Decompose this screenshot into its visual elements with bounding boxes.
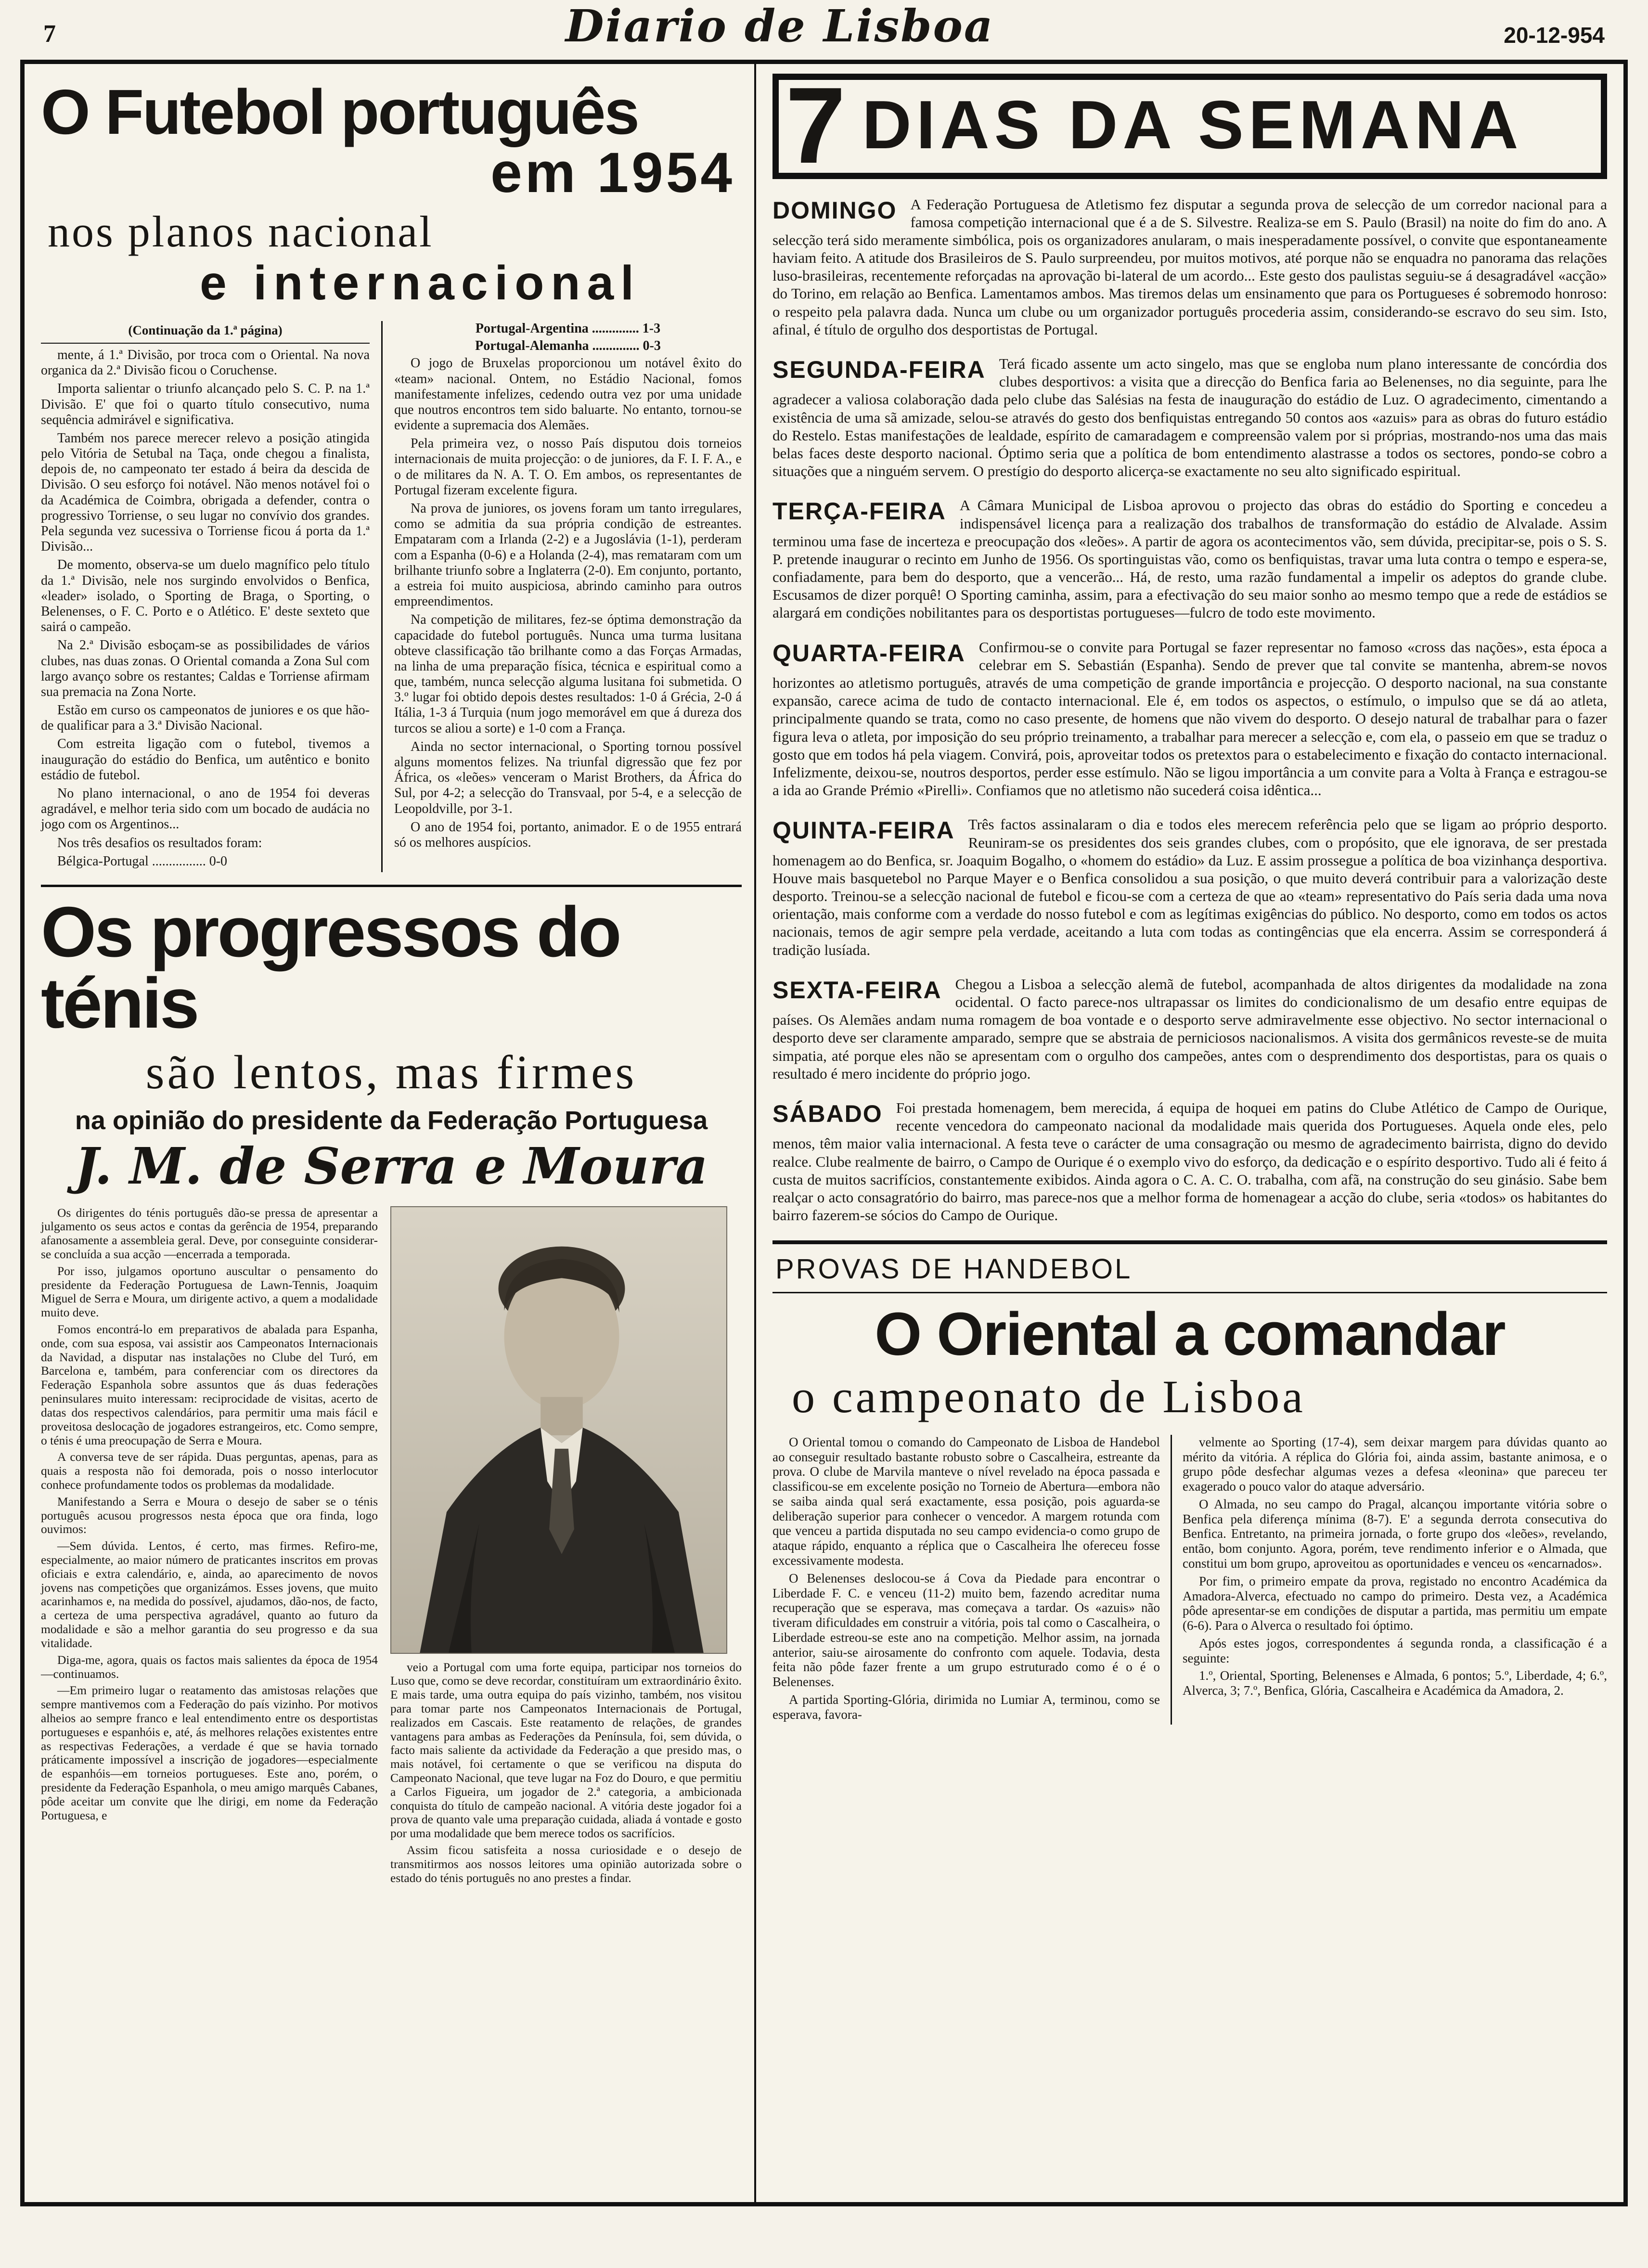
paragraph: Fomos encontrá-lo em preparativos de abalada para Espanha, onde, com sua esposa, vai assistir aos Campeonatos Internacionais da Navidad, a disputar nas instalações no Clube del Turó, em Barcelona e, também, para conferenciar com os directores da Federação Espanhola sobre assuntos que ás duas federações peninsulares muito interessam: reciprocidade de visitas, acerto de datas dos respectivos calendários, para permitir uma mais fácil e proveitosa deslocação de jogadores estrangeiros, etc. Como sempre, o ténis é uma preocupação de Serra e Moura. — [41, 1322, 378, 1447]
handball-headline: O Oriental a comandar — [875, 1300, 1505, 1368]
tennis-headline-3: na opinião do presidente da Federação Portuguesa — [75, 1106, 708, 1135]
football-headline-3: nos planos nacional — [48, 207, 434, 257]
paragraph: Importa salientar o triunfo alcançado pelo S. C. P. na 1.ª Divisão. E' que foi o quarto título consecutivo, numa sequência admirável e significativa. — [41, 381, 370, 427]
paragraph: Diga-me, agora, quais os factos mais salientes da época de 1954—continuamos. — [41, 1652, 378, 1681]
football-col2-body — [394, 356, 742, 850]
masthead: Diario de Lisboa — [565, 0, 994, 52]
content-frame — [20, 60, 1628, 2206]
paragraph: Os dirigentes do ténis português dão-se pressa de apresentar a julgamento os seus actos e contas da gerência de 1954, preparando afanosamente a assembleia geral. Deve, por conseguinte considerar-se concluída a sua acção —encerrada a temporada. — [41, 1205, 378, 1261]
day-item-friday — [772, 975, 1607, 1082]
paragraph: —Em primeiro lugar o reatamento das amistosas relações que sempre mantivemos com a Federação do país vizinho. Por motivos alheios ao sempre franco e leal entendimento entre os desportistas portugueses e espanhóis e, até, ás melhores relações existentes entre as respectivas Federações, a verdade é que se havia tornado práticamente impossível a inscrição de jogadores—especialmente de espanhóis—em torneios portugueses. Este ano, porém, o presidente da Federação Espanhola, o meu amigo marquês Cabanes, pôde aceitar um convite que lhe dirigi, em nome da Federação Portuguesa, e — [41, 1683, 378, 1822]
day-label: QUARTA-FEIRA — [772, 639, 966, 667]
seven-days-title: DIAS DA SEMANA — [862, 87, 1523, 164]
paragraph: Nos três desafios os resultados foram: — [57, 835, 262, 850]
day-item-thursday — [772, 815, 1607, 959]
day-label: SEGUNDA-FEIRA — [772, 356, 986, 383]
paragraph: O Oriental tomou o comando do Campeonato de Lisboa de Handebol ao conseguir resultado bastante robusto sobre o Cascalheira, estreante da prova. O clube de Marvila manteve o nível revelado na época passada e classificou-se em excelente posição no Torneio de Abertura—embora não se saiba ainda qual será exactamente, essa posição, pois aguarda-se deliberação superior para conhecer o vencedor. A margem rotunda com que venceu a partida disputada no seu campo evidencia-o como grupo de ataque rápido, enquanto a réplica que o Cascalheira lhe ofereceu fosse excessivamente modesta. — [772, 1434, 1160, 1568]
paragraph: Após estes jogos, correspondentes á segunda ronda, a classificação é a seguinte: — [1183, 1636, 1607, 1665]
paragraph: Com estreita ligação com o futebol, tivemos a inauguração do estádio do Benfica, um autêntico e bonito estádio de futebol. — [41, 736, 370, 783]
seven-days-header — [772, 64, 1607, 186]
paragraph: De momento, observa-se um duelo magnífico pelo título da 1.ª Divisão, nele nos surgindo envolvidos o Benfica, «leader» isolado, o Sporting de Braga, o Sporting, o Belenenses, o F. C. Porto e o Atlético. E' deste sexteto que sairá o campeão. — [41, 557, 370, 635]
day-text: Terá ficado assente um acto singelo, mas que se engloba num plano interessante de concórdia dos clubes desportivos: a visita que a direcção do Benfica faria ao Belenenses, no dia seguinte, para lhe agradecer a valiosa colaboração dada pelo clube das Salésias na festa de inauguração do estádio de Luz. O agradecimento, cimentando a existência de uma sã amizade, selou-se através do gesto dos benfiquistas entregando 50 contos aos «azuis» para as obras do futuro estádio do Restelo. Estas manifestações de lealdade, espírito de camaradagem e compreensão valem por si próprias, mostrando-nos uma das mais belas faces deste desporto nacional. Óptimo seria que a política de bom entendimento alastrasse a todos os sectores, pondo-se cobro a situações que a ninguém servem. O prestígio do desporto alicerça-se exactamente no seu alto significado espiritual. — [772, 355, 1607, 480]
paragraph: Pela primeira vez, o nosso País disputou dois torneios internacionais de muita projecção: o de juniores, da F. I. F. A., e o de militares da N. A. T. O. Em ambos, os representantes de Portugal fizeram excelente figura. — [394, 436, 742, 498]
paragraph: Assim ficou satisfeita a nossa curiosidade e o desejo de transmitirmos aos nossos leitores uma opinião autorizada sobre o estado do ténis português no ano prestes a findar. — [390, 1843, 742, 1885]
paragraph: Na prova de juniores, os jovens foram um tanto irregulares, como se admitia da sua própria condição de estreantes. Empataram com a Irlanda (2-2) e a Jugoslávia (1-1), perderam com a Espanha (0-6) e a Holanda (2-4), mas remataram com um brilhante triunfo sobre a Inglaterra (2-0). Em conjunto, portanto, a estreia foi muito auspiciosa, abrindo caminho para outros empreendimentos. — [394, 501, 742, 609]
day-text: Confirmou-se o convite para Portugal se fazer representar no famoso «cross das nações», esta época a celebrar em S. Sebastián (Espanha). Sendo de prever que tal convite se mantenha, abrem-se novos horizontes ao atletismo português, através de uma competição de grande importância e projecção. O desporto nacional, na sua constante expansão, carece acima de tudo de contacto internacional. Ele é, em todos os aspectos, o estímulo, o impulso que se dá ao atleta, principalmente quando se trata, como no caso presente, de homens que não vivem do desporto. O desejo natural de trabalhar para o fazer figura leva o atleta, por imposição do seu próprio treinamento, a trabalhar para merecer a selecção e, com ela, o passeio em que se traduz o gosto que em todos há pela viagem. Convirá, pois, aproveitar todos os pretextos para o estabelecimento e fixação do contacto internacional. Infelizmente, deixou-se, noutros desportos, perder esse estímulo. Não se ligou importância a um convite para a Volta à França e estragou-se a ida ao Grande Prémio «Pirelli». Confiamos que no atletismo não sucederá coisa idêntica... — [772, 638, 1607, 799]
paragraph: Portugal-Argentina .............. 1-3 — [475, 321, 661, 336]
tennis-columns — [41, 1206, 742, 1888]
handball-column-2 — [1172, 1435, 1607, 1725]
day-label: SEXTA-FEIRA — [772, 976, 942, 1004]
handball-subheadline: o campeonato de Lisboa — [792, 1371, 1306, 1423]
paragraph: No plano internacional, o ano de 1954 foi deveras agradável, e melhor teria sido com um bocado de audácia no jogo com os Argentinos... — [41, 786, 370, 832]
football-headline-2: em 1954 — [490, 141, 735, 205]
paragraph: A partida Sporting-Glória, dirimida no Lumiar A, terminou, como se esperava, favora- — [772, 1692, 1160, 1722]
handball-col1-body — [772, 1435, 1160, 1722]
paragraph: Ainda no sector internacional, o Sporting tornou possível alguns momentos felizes. Na triunfal digressão que fez por África, os «leões» venceram o Marist Brothers, da África do Sul, por 4-2; a selecção do Transvaal, por 5-4, e a selecção de Leopoldville, por 3-1. — [394, 739, 742, 816]
tennis-headline-4: J. M. de Serra e Moura — [75, 1136, 708, 1196]
right-section — [756, 64, 1623, 2202]
football-article — [41, 77, 742, 872]
paragraph: O ano de 1954 foi, portanto, animador. E o de 1955 entrará só os melhores auspícios. — [394, 819, 742, 850]
paragraph: 1.º, Oriental, Sporting, Belenenses e Almada, 6 pontos; 5.º, Liberdade, 4; 6.º, Alverca, 3; 7.º, Benfica, Glória, Cascalheira e Académica da Amadora, 2. — [1183, 1668, 1607, 1698]
handball-col2-body — [1183, 1435, 1607, 1698]
tennis-col2-body — [390, 1661, 742, 1885]
day-item-sunday — [772, 195, 1607, 339]
day-item-tuesday — [772, 496, 1607, 621]
paragraph: A conversa teve de ser rápida. Duas perguntas, apenas, para as quais a resposta não foi demorada, pois o nosso interlocutor conhece profundamente todos os problemas da modalidade. — [41, 1450, 378, 1492]
paragraph: Por isso, julgamos oportuno auscultar o pensamento do presidente da Federação Portuguesa de Lawn-Tennis, Joaquim Miguel de Serra e Moura, um dirigente activo, a quem a modalidade muito deve. — [41, 1263, 378, 1320]
football-column-1 — [41, 321, 383, 872]
day-item-saturday — [772, 1099, 1607, 1224]
day-label: SÁBADO — [772, 1100, 883, 1127]
tennis-column-2 — [390, 1206, 742, 1888]
handball-article — [772, 1240, 1607, 1725]
football-col1-body — [41, 348, 370, 869]
edition-date: 20-12-954 — [1504, 23, 1605, 48]
paragraph: Portugal-Alemanha .............. 0-3 — [475, 338, 661, 354]
page-number: 7 — [43, 20, 56, 48]
paragraph: Bélgica-Portugal ................ 0-0 — [57, 853, 228, 869]
paragraph: Também nos parece merecer relevo a posição atingida pelo Vitória de Setubal na Taça, onde chegou a finalista, depois de, no campeonato ter estado á beira da descida de Divisão. O seu esforço foi notável. Não menos notável foi o da Académica de Coimbra, obrigada a defender, contra o progressivo Torriense, o seu lugar no convívio dos grandes. Pela segunda vez sucessiva o Torriense ficou á porta da 1.ª Divisão... — [41, 430, 370, 554]
tennis-article — [41, 885, 742, 1888]
day-label: QUINTA-FEIRA — [772, 817, 955, 844]
paragraph: O jogo de Bruxelas proporcionou um notável êxito do «team» nacional. Ontem, no Estádio Nacional, fomos manifestamente infelizes, cedendo outra vez por uma unidade que noutros encontros tem sido baluarte. No entanto, tornou-se evidente a supremacia dos Alemães. — [394, 356, 742, 433]
tennis-headline-2: são lentos, mas firmes — [145, 1045, 637, 1099]
day-text: Chegou a Lisboa a selecção alemã de futebol, acompanhada de altos dirigentes da modalidade na zona ocidental. O facto parece-nos ultrapassar os limites do condicionalismo de um desafio entre equipas de países. Os Alemães andam numa romagem de boa vontade e o desporto serve admiravelmente esse objectivo. No sector internacional o desporto deve ser claramente amparado, sempre que se abstraia de perniciosos nacionalismos. A visita dos germânicos reveste-se de muita simpatia, até porque eles não se apresentam com o orgulho dos campeões, antes com o desprendimento dos desportistas, para os quais o resultado é mero incidente do próprio jogo. — [772, 975, 1607, 1082]
tennis-headline-1: Os progressos do ténis — [41, 892, 620, 1043]
paragraph: Estão em curso os campeonatos de juniores e os que hão-de qualificar para a 3.ª Divisão Nacional. — [41, 703, 370, 734]
page-header — [0, 0, 1648, 53]
football-columns — [41, 321, 742, 872]
day-label: DOMINGO — [772, 196, 897, 224]
handball-kicker: PROVAS DE HANDEBOL — [772, 1251, 1607, 1293]
left-section — [25, 64, 756, 2202]
paragraph: Por fim, o primeiro empate da prova, registado no encontro Académica da Amadora-Alverca, efectuado no campo do primeiro. Desta vez, a Académica pôde apresentar-se em condições de disputar a partida, mas permitiu um empate (6-6). Para o Alverca o resultado foi óptimo. — [1183, 1573, 1607, 1633]
football-headline-4: e internacional — [200, 256, 641, 310]
football-results — [394, 321, 742, 354]
paragraph: velmente ao Sporting (17-4), sem deixar margem para dúvidas quanto ao mérito da vitória. A réplica do Glória foi, ainda assim, bastante animosa, e o grupo pôde desfechar algumas vezes a defesa «leonina» que pareceu ter exagerado o pouco valor do ataque adversário. — [1183, 1434, 1607, 1494]
day-item-wednesday — [772, 638, 1607, 799]
paragraph: Na 2.ª Divisão esboçam-se as possibilidades de vários clubes, nas duas zonas. O Oriental comanda a Zona Sul com largo avanço sobre os restantes; Caldas e Torriense afirmam sua premacia na Zona Norte. — [41, 638, 370, 699]
handball-columns — [772, 1435, 1607, 1725]
day-text: Três factos assinalaram o dia e todos eles merecem referência pelo que se ligam ao próprio desporto. Reuniram-se os presidentes dos seis grandes clubes, com o propósito, que ele ignorava, de ser prestada homenagem ao do Benfica, sr. Joaquim Bogalho, o «homem do estádio» da Luz. E assim prossegue a política de boa vizinhança desportiva. Houve mais basquetebol no Parque Mayer e o Benfica consolidou a sua posição, o que muito deverá contribuir para a valorização deste desporto. Treinou-se a selecção nacional de futebol e ficou-se com a certeza de que ao «team» representativo do País seria dada uma nova orientação, mais conforme com a verdade do nosso futebol e com as legítimas exigências do público. No desporto, como em todos os actos nacionais, temos de agir sempre pela verdade, aceitando a luta com todas as contingências que ela encerra. Assim se corresponderá á tradição lusíada. — [772, 816, 1607, 958]
day-text: A Câmara Municipal de Lisboa aprovou o projecto das obras do estádio do Sporting e concedeu a indispensável licença para a realização dos trabalhos de transformação do estádio de Alvalade. Assim terminou uma fase de incerteza e preocupação dos «leões». A partir de agora os acontecimentos vão, sem dúvida, precipitar-se, pois o S. S. P. pretende inaugurar o recinto em Junho de 1956. Os sportinguistas vão, como os benfiquistas, travar uma luta contra o tempo e espera-se, confiadamente, para bem do desporto, que a vencerão... Há, de resto, uma razão fundamental a impelir os adeptos do grande clube. Escusamos de dizer porquê! O Sporting caminha, assim, para a efectivação do seu maior sonho ao mesmo tempo que a rede de estádios se alargará em condições nobilitantes para os desportistas portugueses—fulcro de todo este movimento. — [772, 497, 1607, 621]
seven-days-number: 7 — [785, 64, 846, 186]
paragraph: O Almada, no seu campo do Pragal, alcançou importante vitória sobre o Benfica pela diferença mínima (8-7). E' a segunda derrota consecutiva do Benfica. Entretanto, na primeira jornada, o forte grupo dos «leões», revelando, então, bom conjunto. Agora, porém, teve rendimento inferior e o Almada, que constitui um bom grupo, aproveitou as oportunidades e venceu os «encarnados». — [1183, 1496, 1607, 1571]
paragraph: mente, á 1.ª Divisão, por troca com o Oriental. Na nova organica da 2.ª Divisão ficou o Coruchense. — [41, 347, 370, 378]
football-column-2 — [383, 321, 742, 872]
day-label: TERÇA-FEIRA — [772, 498, 946, 525]
football-headline-1: O Futebol português — [41, 77, 638, 147]
paragraph: O Belenenses deslocou-se á Cova da Piedade para encontrar o Liberdade F. C. e venceu (11-2) muito bem, fazendo acreditar numa recuperação que se esperava, mas começava a tardar. Os «azuis» não tiveram dificuldades em construir a vitória, pois tal como o Cascalheira, o Liberdade estreou-se este ano na competição. Melhor assim, na jornada anterior, saiu-se airosamente do confronto com aquele. Todavia, desta feita não pôde fazer frente a um grupo estruturado como é o é o Belenenses. — [772, 1571, 1160, 1689]
handball-column-1 — [772, 1435, 1172, 1725]
seven-days-section — [772, 64, 1607, 1224]
paragraph: Manifestando a Serra e Moura o desejo de saber se o ténis português acusou progressos nesta época que ora finda, logo ouvimos: — [41, 1494, 378, 1536]
tennis-column-1 — [41, 1206, 378, 1888]
paragraph: —Sem dúvida. Lentos, é certo, mas firmes. Refiro-me, especialmente, ao maior número de praticantes inscritos em provas oficiais e extra calendário, e, ainda, ao aparecimento de novos jovens nas competições que organizámos. Esses jovens, que muito acarinhamos e, na medida do possível, ajudamos, dão-nos, de facto, a certeza de uma perspectiva agradável, quanto ao futuro da modalidade e são a melhor garantia do seu progresso e da sua vitalidade. — [41, 1539, 378, 1650]
portrait-illustration — [391, 1207, 726, 1653]
portrait-photo — [390, 1206, 727, 1654]
paragraph: Na competição de militares, fez-se óptima demonstração da capacidade do futebol português. Nunca uma turma lusitana obteve classificação tão brilhante como a das Forças Armadas, na linha de uma preparação física, técnica e espiritual como a que, também, nunca selecção alguma lusitana foi submetida. O 3.º lugar foi obtido depois destes resultados: 1-0 á Grécia, 2-0 á Itália, 1-3 á Turquia (num jogo memorável em que á dureza dos turcos se aliou a sorte) e 1-0 com a França. — [394, 612, 742, 736]
day-text: A Federação Portuguesa de Atletismo fez disputar a segunda prova de selecção de um corredor nacional para a famosa competição internacional que é a de S. Silvestre. Realiza-se em S. Paulo (Brasil) na noite do fim do ano. A selecção terá sido meramente simbólica, pois os organizadores anularam, o mais inesperadamente possível, o convite que espontaneamente haviam feito. A atitude dos Brasileiros de S. Paulo surpreendeu, por muitos motivos, até porque não se enquadra no panorama das relações luso-brasileiras, recentemente reforçadas na aprovação bi-lateral de um acordo... Este gesto dos paulistas seguiu-se á desagradável «acção» do Torino, em relação ao Benfica. Lamentamos ambos. Mas tiremos delas um ensinamento que para os Portugueses é sobremodo honroso: o respeito pela palavra dada. Nunca um clube ou um organizador português procederia assim, considerando-se escravo do seu sim. Isto, afinal, é título de orgulho dos desportistas de Portugal. — [772, 195, 1607, 338]
continuation-note: (Continuação da 1.ª página) — [41, 323, 370, 344]
paragraph: veio a Portugal com uma forte equipa, participar nos torneios do Luso que, como se deve recordar, constituíram um extraordinário êxito. E mais tarde, uma outra equipa do país vizinho, também, nos visitou para tomar parte nos Campeonatos Internacionais de Portugal, realizados em Cascais. Este reatamento de relações, de grandes vantagens para ambas as Federações da Península, foi, sem dúvida, o facto mais saliente da actividade da Federação a que presido mas, o mais notável, foi certamente o que se verificou na disputa do Campeonato Nacional, que teve lugar na Foz do Douro, e que permitiu a Carlos Figueira, um jogador de 2.ª categoria, a ambicionada conquista do título de campeão nacional. A vitória deste jogador foi a prova de quanto vale uma preparação cuidada, aliada á vontade e gosto por uma modalidade que bem merece todos os sacrifícios. — [390, 1660, 742, 1841]
day-item-monday — [772, 355, 1607, 480]
tennis-col1-body — [41, 1206, 378, 1823]
day-text: Foi prestada homenagem, bem merecida, á equipa de hoquei em patins do Clube Atlético de Campo de Ourique, recente vencedora do campeonato nacional da modalidade mais querida dos Portugueses. Aquela onde eles, pelo menos, têm maior valia internacional. A festa teve o carácter de uma consagração ou mesmo de agradecimento bairrista, digno do devido realce. Clube realmente de bairro, o Campo de Ourique é o exemplo vivo do esforço, da dedicação e o espírito desportivo. Tudo ali é feito á custa de muitos sacrifícios, constantemente exibidos. Ainda agora o C. A. C. O. trabalha, com afã, na construção do seu ginásio. Sabe bem realçar o acto consagratório do bairro, mas parece-nos que a melhor forma de homenagear a acção do clube, seria «todos» os habitantes do bairro fazerem-se sócios do Campo de Ourique. — [772, 1099, 1607, 1224]
